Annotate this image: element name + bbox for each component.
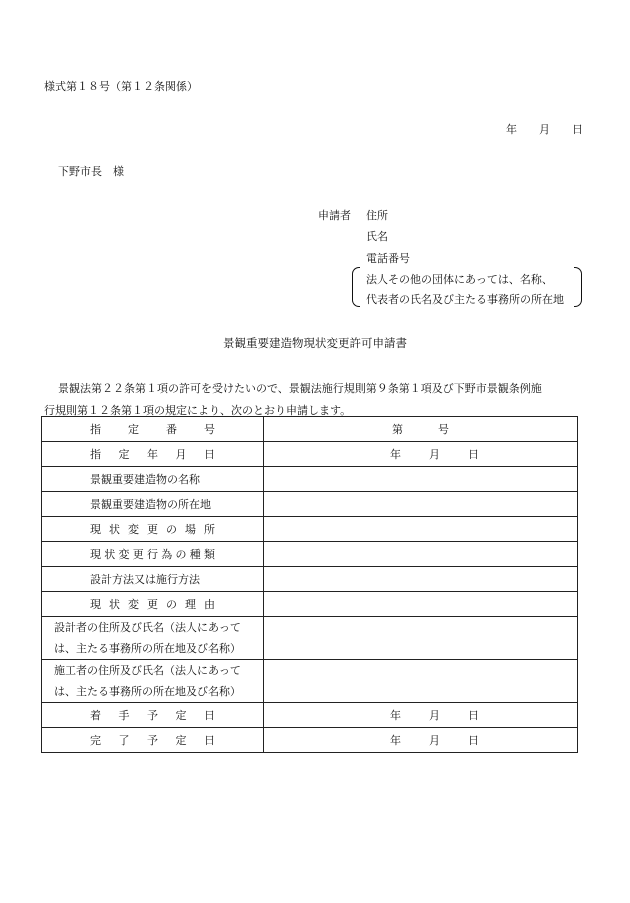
table-row <box>42 567 578 592</box>
table-row <box>42 492 578 517</box>
design-method-label: 設計方法又は施行方法 <box>42 567 264 592</box>
building-name-label: 景観重要建造物の名称 <box>42 467 264 492</box>
right-bracket <box>574 267 582 307</box>
intro-line1: 景観法第２２条第１項の許可を受けたいので、景観法施行規則第９条第１項及び下野市景観条例施 <box>58 382 542 395</box>
start-date-label: 着手予定日 <box>42 703 264 728</box>
form-number: 様式第１８号（第１２条関係） <box>44 80 198 93</box>
date-line: 年 月 日 <box>506 123 583 136</box>
designer-field[interactable] <box>264 617 578 660</box>
table-row <box>42 703 578 728</box>
designer-label-line2: は、主たる事務所の所在地及び名称） <box>54 642 241 655</box>
table-row <box>42 517 578 542</box>
contractor-label <box>42 660 264 703</box>
applicant-label: 申請者 <box>318 209 351 222</box>
building-name-field[interactable] <box>264 467 578 492</box>
designation-number-label: 指定番号 <box>42 417 264 442</box>
intro-line2: 行規則第１２条第１項の規定により、次のとおり申請します。 <box>44 404 352 417</box>
completion-date-field[interactable]: 年月日 <box>264 728 578 753</box>
document-title: 景観重要建造物現状変更許可申請書 <box>223 336 407 350</box>
contractor-label-line1: 施工者の住所及び氏名（法人にあって <box>54 664 241 677</box>
design-method-field[interactable] <box>264 567 578 592</box>
change-type-field[interactable] <box>264 542 578 567</box>
change-type-label: 現状変更行為の種類 <box>42 542 264 567</box>
applicant-address-label: 住所 <box>366 209 388 222</box>
building-location-field[interactable] <box>264 492 578 517</box>
designation-date-label: 指定年月日 <box>42 442 264 467</box>
applicant-phone-label: 電話番号 <box>366 252 410 265</box>
building-location-label: 景観重要建造物の所在地 <box>42 492 264 517</box>
contractor-label-line2: は、主たる事務所の所在地及び名称） <box>54 685 241 698</box>
corporate-note-line1: 法人その他の団体にあっては、名称、 <box>366 273 553 286</box>
contractor-field[interactable] <box>264 660 578 703</box>
designation-date-field[interactable]: 年月日 <box>264 442 578 467</box>
application-table <box>41 416 578 753</box>
change-reason-label: 現状変更の理由 <box>42 592 264 617</box>
start-date-field[interactable]: 年月日 <box>264 703 578 728</box>
table-row <box>42 467 578 492</box>
change-place-label: 現状変更の場所 <box>42 517 264 542</box>
applicant-name-label: 氏名 <box>366 230 388 243</box>
change-reason-field[interactable] <box>264 592 578 617</box>
designer-label-line1: 設計者の住所及び氏名（法人にあって <box>54 621 241 634</box>
table-row <box>42 617 578 660</box>
left-bracket <box>352 267 360 307</box>
corporate-note-line2: 代表者の氏名及び主たる事務所の所在地 <box>366 293 564 306</box>
corporate-note <box>352 265 582 309</box>
designer-label <box>42 617 264 660</box>
table-row <box>42 728 578 753</box>
designation-number-field[interactable]: 第号 <box>264 417 578 442</box>
table-row <box>42 442 578 467</box>
table-row <box>42 592 578 617</box>
table-row <box>42 542 578 567</box>
table-row <box>42 660 578 703</box>
change-place-field[interactable] <box>264 517 578 542</box>
addressee: 下野市長 様 <box>58 165 124 178</box>
table-row <box>42 417 578 442</box>
completion-date-label: 完了予定日 <box>42 728 264 753</box>
